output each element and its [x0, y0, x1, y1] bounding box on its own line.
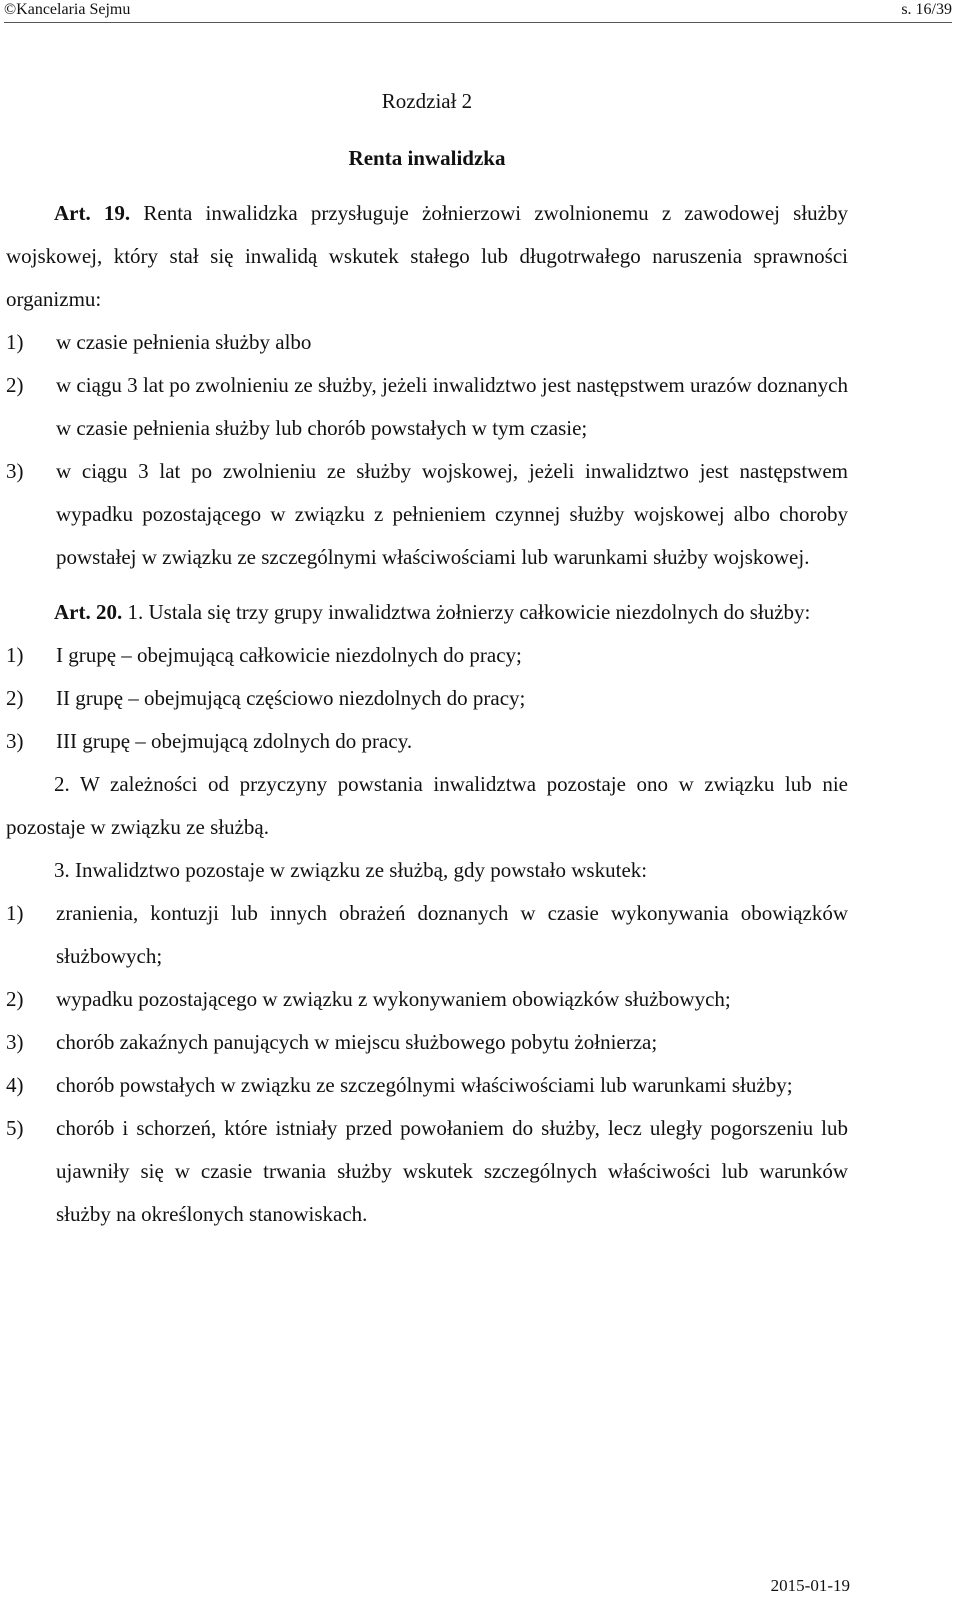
- article-19-text: Renta inwalidzka przysługuje żołnierzowi zwolnionemu z zawodowej służby wojskowej, który stał się inwalidą wskutek stałego lub długotrwałego naruszenia sprawności organizmu:: [6, 201, 848, 311]
- list-item: [6, 1021, 848, 1064]
- list-item: [6, 720, 848, 763]
- page-header: [4, 0, 952, 23]
- list-item: [6, 321, 848, 364]
- article-20-section-2: 2. W zależności od przyczyny powstania inwalidztwa pozostaje ono w związku lub nie pozostaje w związku ze służbą.: [6, 772, 848, 839]
- list-item-text: I grupę – obejmującą całkowicie niezdolnych do pracy;: [56, 643, 522, 667]
- list-item: [6, 1107, 848, 1236]
- list-item-text: w ciągu 3 lat po zwolnieniu ze służby, jeżeli inwalidztwo jest następstwem urazów doznanych w czasie pełnienia służby lub chorób powstałych w tym czasie;: [56, 373, 848, 440]
- list-item: [6, 450, 848, 579]
- list-item-number: 2): [6, 686, 24, 710]
- chapter-label: Rozdział 2: [381, 89, 473, 113]
- footer-date: 2015-01-19: [770, 1576, 850, 1595]
- article-20-section-1-text: 1. Ustala się trzy grupy inwalidztwa żołnierzy całkowicie niezdolnych do służby:: [122, 600, 811, 624]
- article-19-intro: [6, 192, 848, 321]
- list-item-number: 3): [6, 459, 24, 483]
- chapter-title: Renta inwalidzka: [348, 146, 506, 170]
- list-item-text: II grupę – obejmującą częściowo niezdolnych do pracy;: [56, 686, 526, 710]
- list-item-text: zranienia, kontuzji lub innych obrażeń doznanych w czasie wykonywania obowiązków służbowych;: [56, 901, 848, 968]
- document-body: [6, 80, 848, 1236]
- list-item: [6, 1064, 848, 1107]
- list-item: [6, 364, 848, 450]
- article-20-section-3-intro: 3. Inwalidztwo pozostaje w związku ze służbą, gdy powstało wskutek:: [54, 858, 648, 882]
- list-item: [6, 892, 848, 978]
- list-item-number: 2): [6, 987, 24, 1011]
- article-20-section-1-intro: [6, 591, 848, 634]
- article-19-label: Art. 19.: [54, 201, 131, 225]
- list-item-number: 1): [6, 330, 24, 354]
- article-20: [6, 591, 848, 1236]
- list-item-number: 1): [6, 901, 24, 925]
- list-item-number: 1): [6, 643, 24, 667]
- list-item-text: wypadku pozostającego w związku z wykonywaniem obowiązków służbowych;: [56, 987, 731, 1011]
- list-item: [6, 634, 848, 677]
- article-20-label: Art. 20.: [54, 600, 123, 624]
- article-19: [6, 192, 848, 579]
- list-item-number: 4): [6, 1073, 24, 1097]
- list-item-number: 2): [6, 373, 24, 397]
- list-item-number: 3): [6, 1030, 24, 1054]
- list-item-text: w ciągu 3 lat po zwolnieniu ze służby wojskowej, jeżeli inwalidztwo jest następstwem wypadku pozostającego w związku z pełnieniem czynnej służby wojskowej albo choroby powstałej w związku ze szczególnymi właściwościami lub warunkami służby wojskowej.: [56, 459, 848, 569]
- list-item-number: 3): [6, 729, 24, 753]
- list-item-text: w czasie pełnienia służby albo: [56, 330, 312, 354]
- list-item: [6, 978, 848, 1021]
- list-item-text: chorób i schorzeń, które istniały przed powołaniem do służby, lecz uległy pogorszeniu lub ujawniły się w czasie trwania służby wskutek szczególnych właściwości lub warunków służby na określonych stanowiskach.: [56, 1116, 848, 1226]
- list-item-text: chorób powstałych w związku ze szczególnymi właściwościami lub warunkami służby;: [56, 1073, 793, 1097]
- list-item: [6, 677, 848, 720]
- list-item-number: 5): [6, 1116, 24, 1140]
- copyright-label: ©Kancelaria Sejmu: [4, 1, 131, 18]
- list-item-text: III grupę – obejmującą zdolnych do pracy.: [56, 729, 413, 753]
- page-number: s. 16/39: [901, 1, 952, 18]
- list-item-text: chorób zakaźnych panujących w miejscu służbowego pobytu żołnierza;: [56, 1030, 658, 1054]
